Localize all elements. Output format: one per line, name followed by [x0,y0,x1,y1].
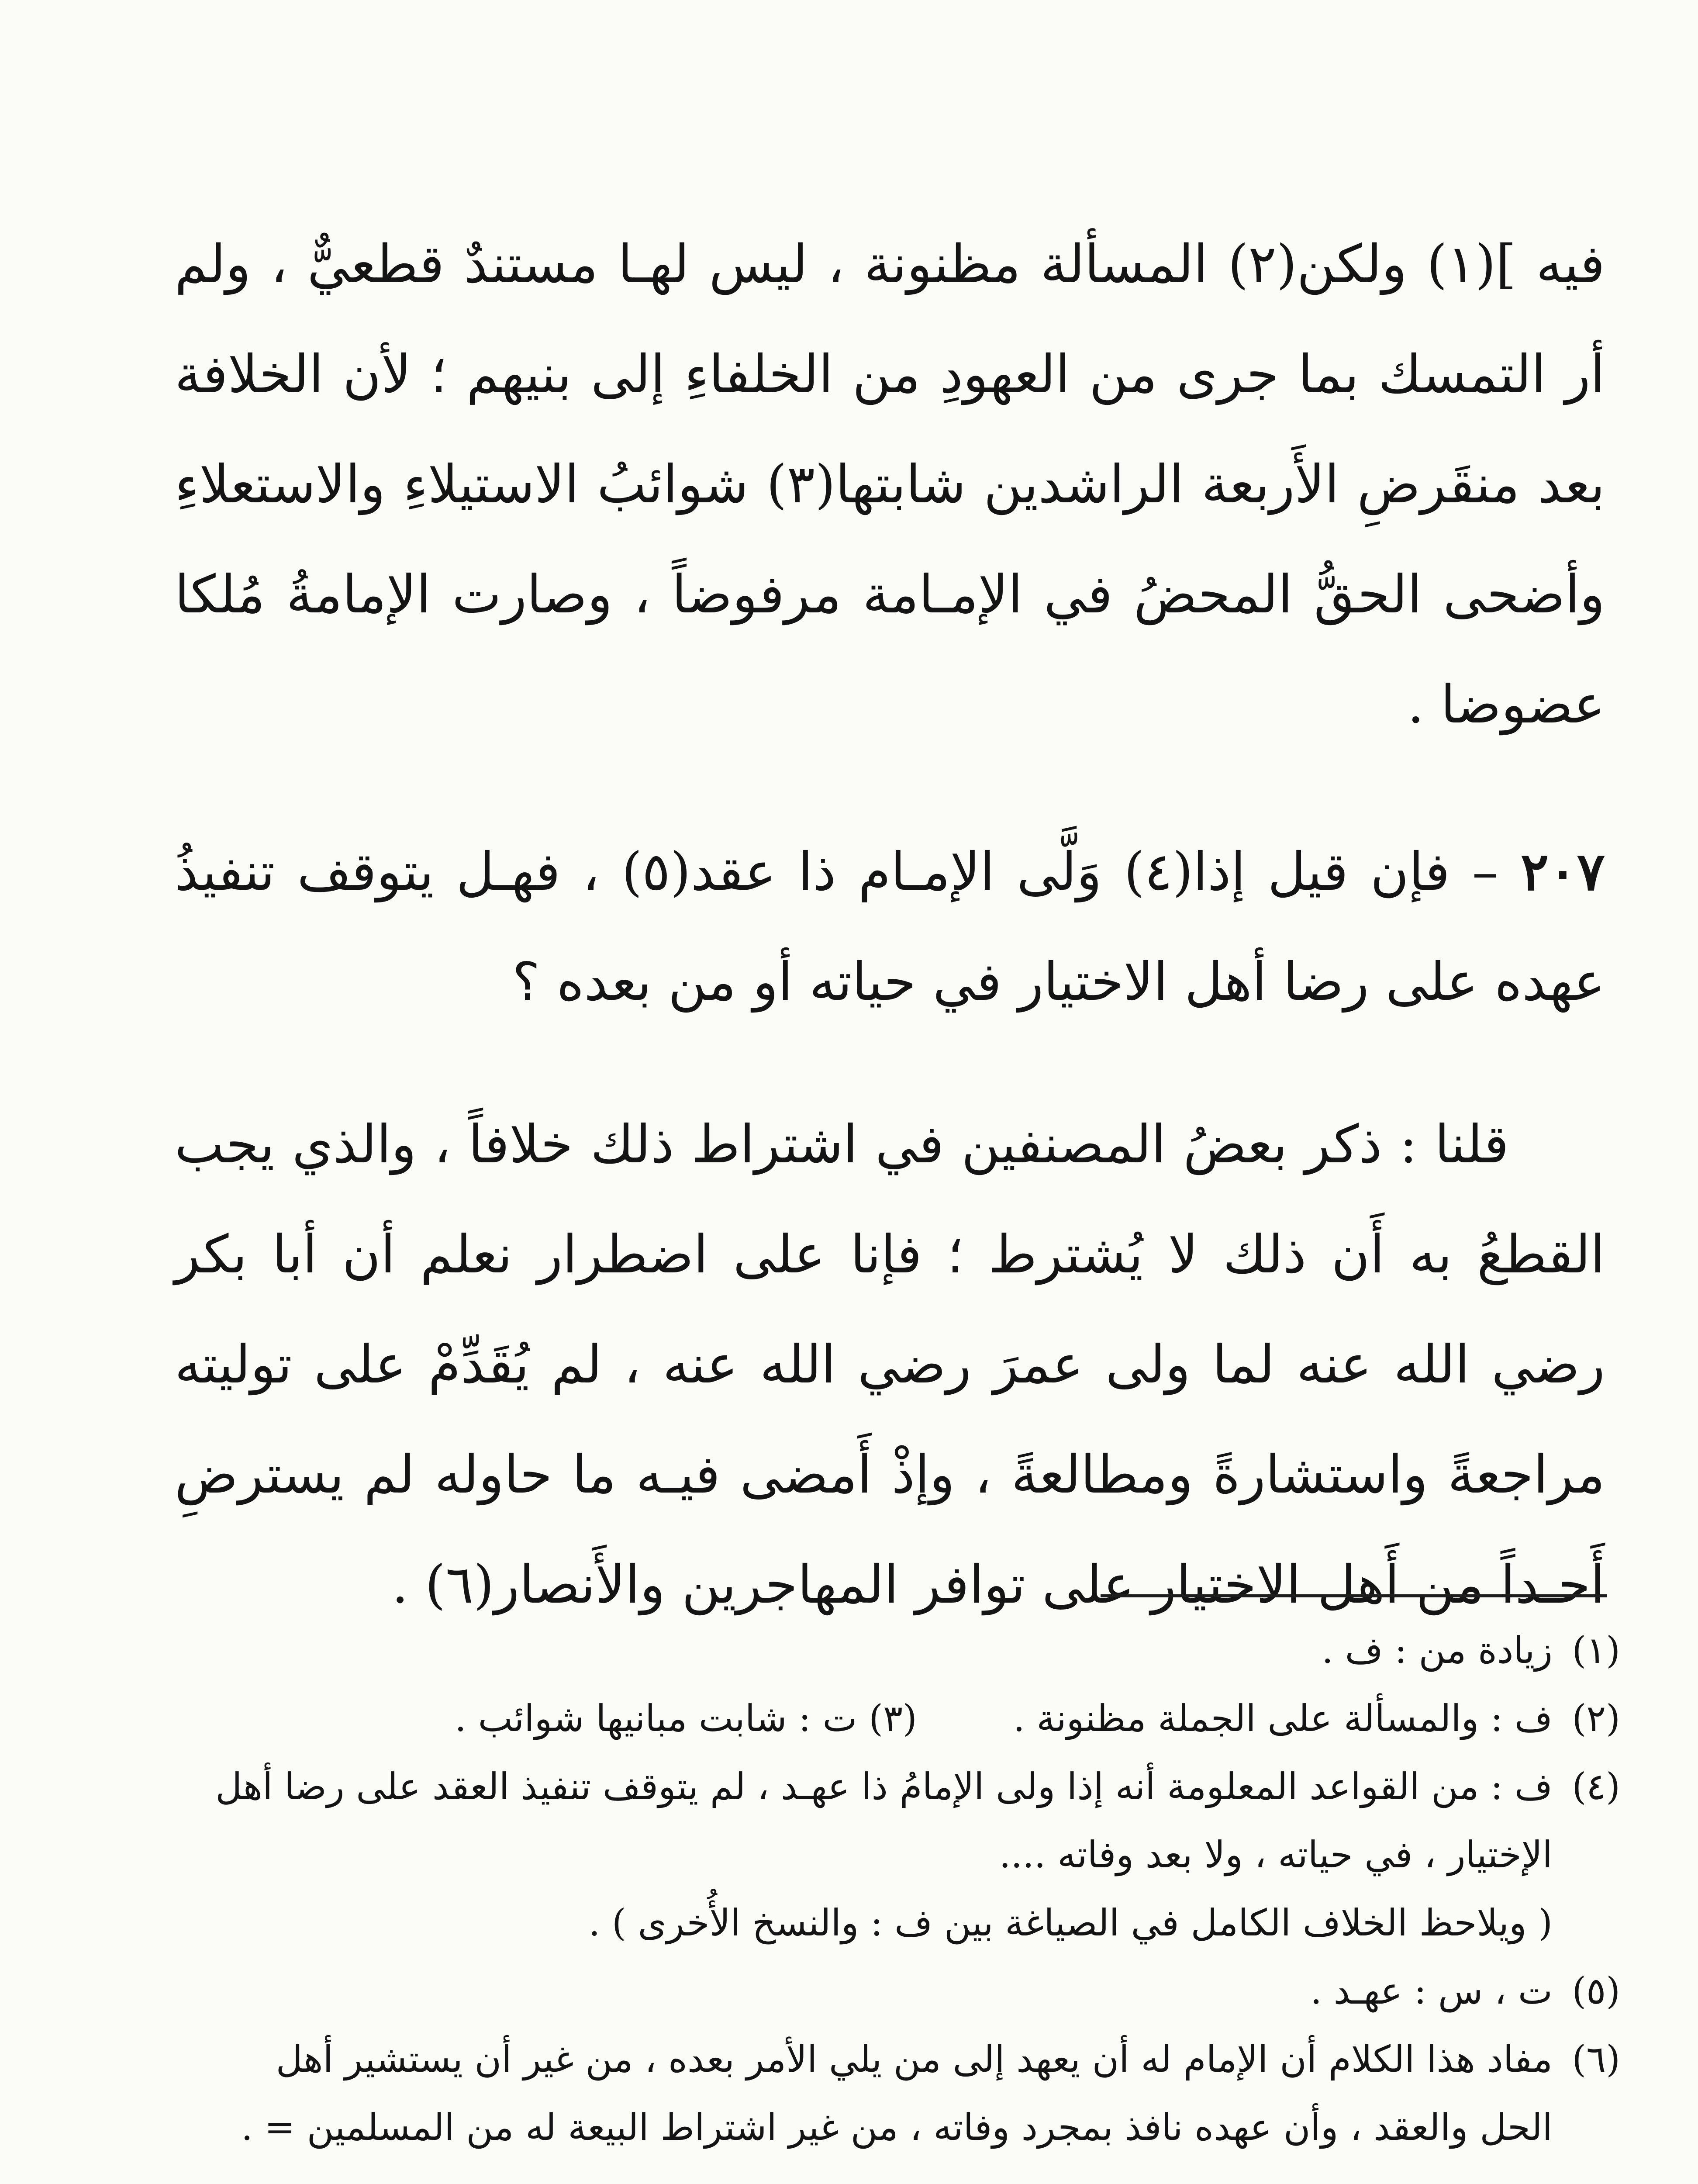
footnote-number: (٥) [1572,1970,1620,2012]
footnotes [210,1616,1620,2161]
footnote-separator [1101,1594,1607,1597]
footnote-1 [210,1616,1620,1684]
footnote-number: (٤) [1572,1765,1620,1808]
footnote-text: ت : شابت مبانيها شوائب . [455,1697,857,1740]
footnote-5 [210,1957,1620,2025]
footnote-text: ( ويلاحظ الخلاف الكامل في الصياغة بين ف : والنسخ الأُخرى ) . [588,1901,1553,1944]
footnote-text: ت ، س : عهـد . [1310,1970,1553,2012]
footnote-text: ف : من القواعد المعلومة أنه إذا ولى الإمامُ ذا عهـد ، لم يتوقف تنفيذ العقد على رضا أهل الإختيار ، في حياته ، ولا بعد وفاته .... [215,1765,1553,1876]
main-text [175,210,1605,1640]
footnote-text: زيادة من : ف . [1322,1629,1553,1672]
footnote-number: (٣) [869,1697,917,1740]
footnote-text: ف : والمسألة على الجملة مظنونة . [1013,1697,1553,1740]
footnote-number: (٦) [1572,2038,1620,2080]
footnote-text: مفاد هذا الكلام أن الإمام له أن يعهد إلى من يلي الأمر بعده ، من غير أن يستشير أهل الحل والعقد ، وأن عهده نافذ بمجرد وفاته ، من غير اشتراط البيعة له من المسلمين = . [241,2038,1553,2149]
footnote-number: (٢) [1572,1697,1620,1740]
footnote-number: (١) [1572,1629,1620,1672]
footnote-4-note [210,1889,1620,1957]
paragraph-1: فيه ](١) ولكن(٢) المسألة مظنونة ، ليس لهـا مستندٌ قطعيٌّ ، ولم أر التمسك بما جرى من العهودِ من الخلفاءِ إلى بنيهم ؛ لأن الخلافة بعد منقَرضِ الأَربعة الراشدين شابتها(٣) شوائبُ الاستيلاءِ والاستعلاءِ وأضحى الحقُّ المحضُ في الإمـامة مرفوضاً ، وصارت الإمامةُ مُلكا عضوضا . [175,234,1605,735]
footnote-6 [210,2025,1620,2161]
paragraph-207 [175,817,1605,1037]
paragraph-207-text: – فإن قيل إذا(٤) وَلَّى الإمـام ذا عقد(٥) ، فهـل يتوقف تنفيذُ عهده على رضا أهل الاختيار في حياته أو من بعده ؟ [175,842,1605,1013]
paragraph-3: قلنا : ذكر بعضُ المصنفين في اشتراط ذلك خلافاً ، والذي يجب القطعُ به أَن ذلك لا يُشترط ؛ فإنا على اضطرار نعلم أن أبا بكر رضي الله عنه لما ولى عمرَ رضي الله عنه ، لم يُقَدِّمْ على توليته مراجعةً واستشارةً ومطالعةً ، وإذْ أَمضى فيـه ما حاوله لم يسترضِ أَحـداً من أَهل الاختيار على توافر المهاجرين والأَنصار(٦) . [175,1114,1605,1615]
footnote-2-3 [210,1684,1620,1752]
section-number: ٢٠٧ [1520,841,1605,902]
footnote-4 [210,1752,1620,1889]
